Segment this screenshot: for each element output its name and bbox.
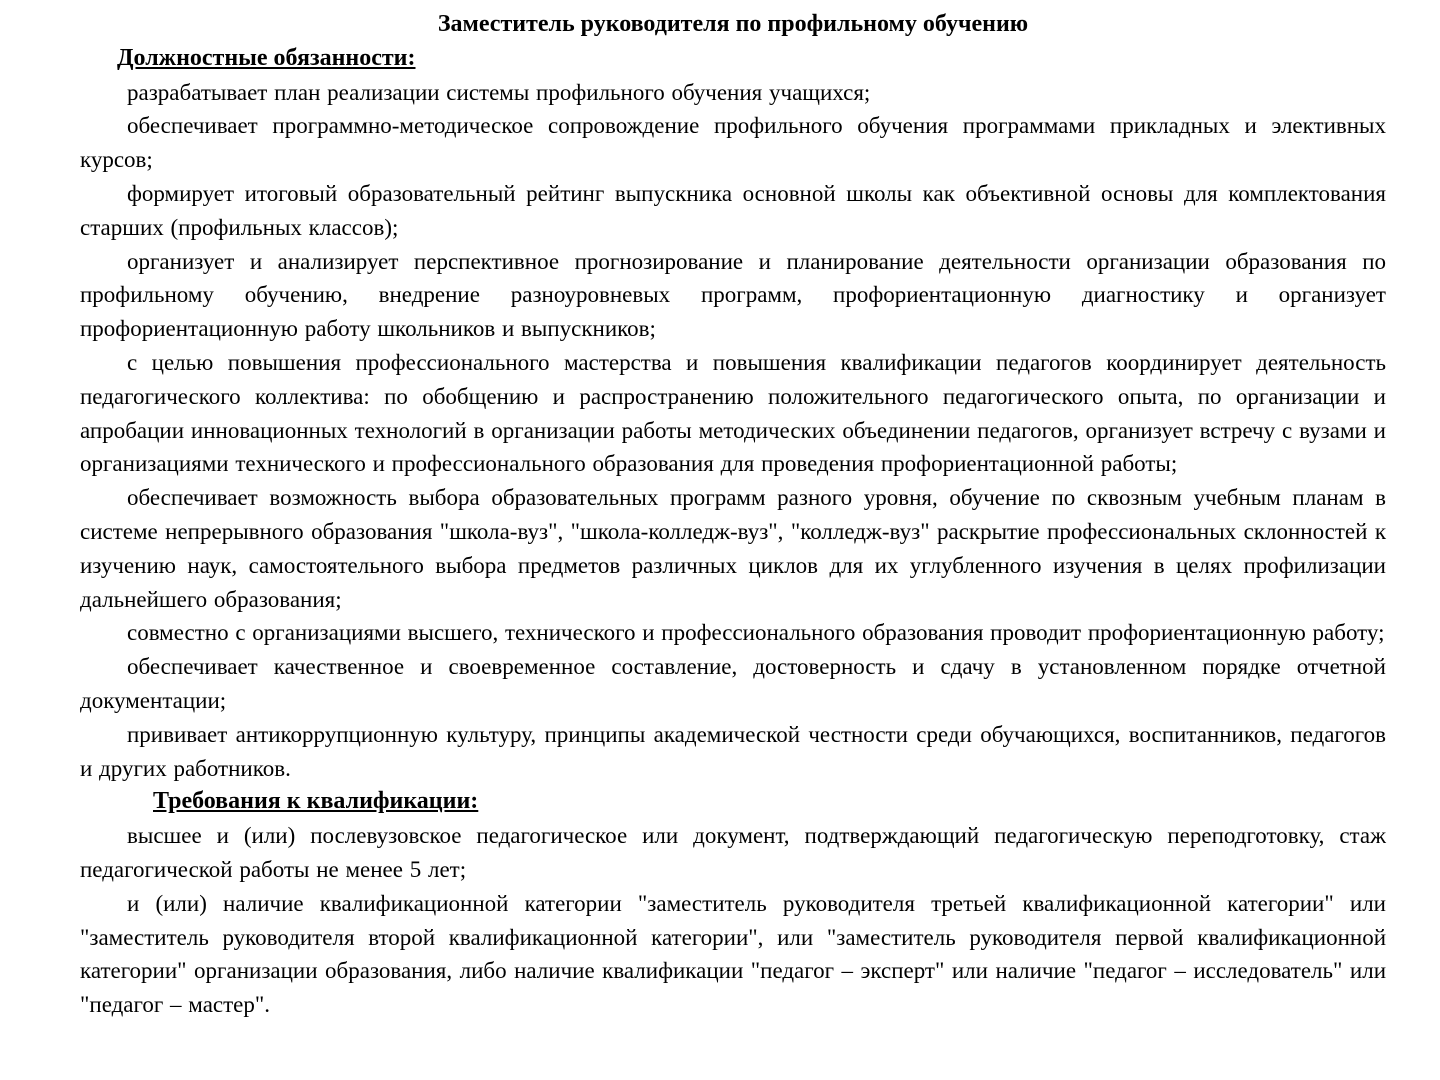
duties-paragraph-6: обеспечивает возможность выбора образовательных программ разного уровня, обучение по сквозным учебным планам в системе непрерывного образования "школа-вуз", "школа-колледж-вуз", "колледж-вуз" раскрытие профессиональных склонностей к изучению наук, самостоятельного выбора предметов различных циклов для их углубленного изучения в целях профилизации дальнейшего образования; <box>80 485 1386 612</box>
duties-paragraph-4: организует и анализирует перспективное прогнозирование и планирование деятельности организации образования по профильному обучению, внедрение разноуровневых программ, профориентационную диагностику и организует профориентационную работу школьников и выпускников; <box>80 248 1386 342</box>
qualification-paragraph-1: высшее и (или) послевузовское педагогическое или документ, подтверждающий педагогическую переподготовку, стаж педагогической работы не менее 5 лет; <box>80 823 1386 882</box>
qualification-paragraph-2: и (или) наличие квалификационной категории "заместитель руководителя третьей квалификационной категории" или "заместитель руководителя второй квалификационной категории", или "заместитель руководителя первой квалификационной категории" организации образования, либо наличие квалификации "педагог – эксперт" или наличие "педагог – исследователь" или "педагог – мастер". <box>80 890 1386 1018</box>
duties-paragraph-7: совместно с организациями высшего, технического и профессионального образования проводит профориентационную работу; <box>127 620 1385 646</box>
duties-paragraph-2: обеспечивает программно-методическое сопровождение профильного обучения программами прикладных и элективных курсов; <box>80 113 1386 173</box>
duties-paragraph-5: с целью повышения профессионального мастерства и повышения квалификации педагогов координирует деятельность педагогического коллектива: по обобщению и распространению положительного педагогического опыта, по организации и апробации инновационных технологий в организации работы методических объединении педагогов, организует встречу с вузами и организациями технического и профессионального образования для проведения профориентационной работы; <box>80 349 1386 477</box>
duties-paragraph-1: разрабатывает план реализации системы профильного обучения учащихся; <box>127 79 871 105</box>
duties-paragraph-8: обеспечивает качественное и своевременное составление, достоверность и сдачу в установленном порядке отчетной документации; <box>80 654 1386 713</box>
duties-paragraph-3: формирует итоговый образовательный рейтинг выпускника основной школы как объективной основы для комплектования старших (профильных классов); <box>80 180 1386 240</box>
document-title: Заместитель руководителя по профильному обучению <box>437 11 1029 37</box>
duties-paragraph-9: прививает антикоррупционную культуру, принципы академической честности среди обучающихся, воспитанников, педагогов и других работников. <box>80 721 1386 781</box>
section-heading-duties: Должностные обязанности: <box>117 44 416 71</box>
section-heading-qualification-requirements: Требования к квалификации: <box>153 788 479 815</box>
